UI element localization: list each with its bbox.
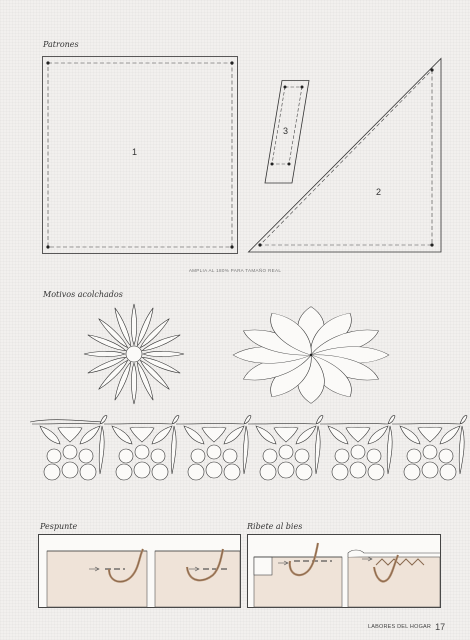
border-motif xyxy=(30,414,445,494)
piece-2-label: 2 xyxy=(376,187,382,197)
enlarge-caption: AMPLIA AL 180% PARA TAMAÑO REAL xyxy=(188,268,282,273)
bias-binding-drawing xyxy=(248,535,440,607)
page-footer xyxy=(368,622,445,632)
daisy-flower-drawing xyxy=(82,302,186,406)
triangle-pattern-outline xyxy=(248,58,442,253)
binding-title: Ribete al bies xyxy=(247,522,303,531)
large-flower-drawing xyxy=(230,305,392,405)
pattern-square-piece xyxy=(42,56,238,254)
motifs-title: Motivos acolchados xyxy=(43,290,123,299)
piece-3-label: 3 xyxy=(283,126,289,136)
patterns-title: Patrones xyxy=(43,40,79,49)
backstitch-illustration xyxy=(38,534,241,608)
bias-binding-illustration xyxy=(247,534,441,608)
border-scallop-drawing xyxy=(30,414,445,494)
large-flower-motif xyxy=(230,305,392,405)
backstitch-drawing xyxy=(39,535,240,607)
piece-1-label: 1 xyxy=(132,147,138,157)
daisy-motif xyxy=(82,302,186,406)
backstitch-title: Pespunte xyxy=(40,522,78,531)
square-pattern-outline xyxy=(42,56,238,254)
page-number: 17 xyxy=(435,622,446,632)
pattern-triangle-piece xyxy=(248,58,442,253)
magazine-name: LABORES DEL HOGAR xyxy=(368,624,432,630)
